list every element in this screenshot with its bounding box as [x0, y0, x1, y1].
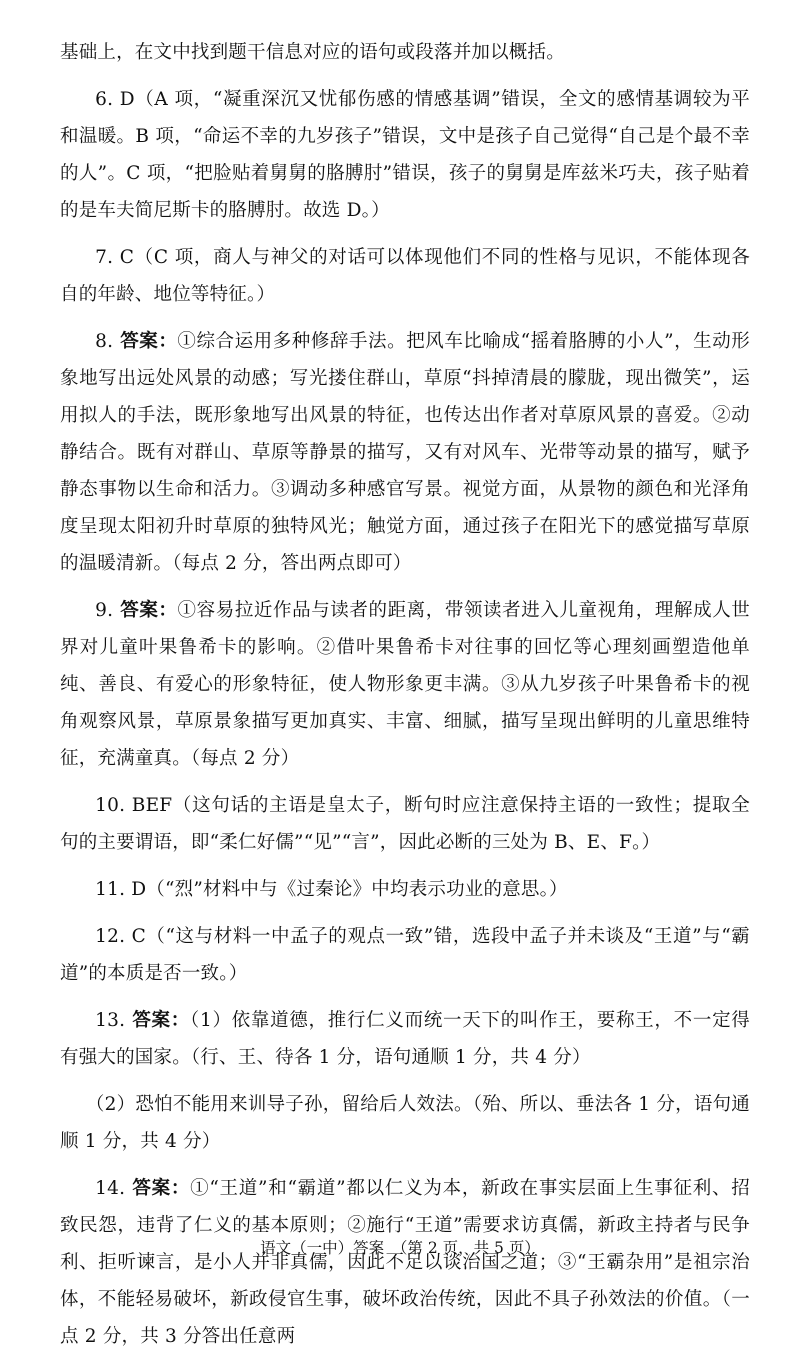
answer-text: D（A 项，“凝重深沉又忧郁伤感的情感基调”错误，全文的感情基调较为平和温暖。B 项，“命运不幸的九岁孩子”错误，文中是孩子自己觉得“自己是个最不幸的人”。C 项，“把脸贴着舅舅的胳膊肘”错误，孩子的舅舅是库兹米巧夫，孩子贴着的是车夫简尼斯卡的胳膊肘。故选 D。）: [60, 89, 750, 221]
answer-9: [60, 592, 750, 777]
answer-text: BEF（这句话的主语是皇太子，断句时应注意保持主语的一致性；提取全句的主要谓语，即“柔仁好儒”“见”“言”，因此必断的三处为 B、E、F。）: [60, 795, 750, 853]
answer-number: 6.: [95, 89, 114, 110]
answer-6: [60, 81, 750, 229]
answer-number: 12.: [95, 926, 126, 947]
answer-number: 9.: [95, 600, 114, 621]
answer-10: [60, 787, 750, 861]
answer-7: [60, 239, 750, 313]
answer-number: 10.: [95, 795, 126, 816]
answer-label: 答案：: [125, 1178, 191, 1199]
answer-text: ①综合运用多种修辞手法。把风车比喻成“摇着胳膊的小人”，生动形象地写出远处风景的动感；写光搂住群山，草原“抖掉清晨的朦胧，现出微笑”，运用拟人的手法，既形象地写出风景的特征，也传达出作者对草原风景的喜爱。②动静结合。既有对群山、草原等静景的描写，又有对风车、光带等动景的描写，赋予静态事物以生命和活力。③调动多种感官写景。视觉方面，从景物的颜色和光泽角度呈现太阳初升时草原的独特风光；触觉方面，通过孩子在阳光下的感觉描写草原的温暖清新。（每点 2 分，答出两点即可）: [60, 331, 750, 574]
answer-number: 11.: [95, 879, 126, 900]
answer-label: 答案：: [125, 1010, 190, 1031]
answer-11: [60, 871, 750, 908]
answer-label: 答案：: [113, 331, 178, 352]
answer-text: C（C 项，商人与神父的对话可以体现他们不同的性格与见识，不能体现各自的年龄、地位等特征。）: [60, 247, 750, 305]
answer-13-part-1: [60, 1002, 750, 1076]
answer-label: 答案：: [113, 600, 178, 621]
answer-13-part-2: [60, 1086, 750, 1160]
answer-number: 13.: [95, 1010, 126, 1031]
answer-12: [60, 918, 750, 992]
answer-text: （1）依靠道德，推行仁义而统一天下的叫作王，要称王，不一定得有强大的国家。（行、王、待各 1 分，语句通顺 1 分，共 4 分）: [60, 1010, 750, 1068]
answer-text: C（“这与材料一中孟子的观点一致”错，选段中孟子并未谈及“王道”与“霸道”的本质是否一致。）: [60, 926, 750, 984]
answer-14: [60, 1170, 750, 1355]
answer-8: [60, 323, 750, 582]
answer-number: 8.: [95, 331, 114, 352]
answer-text: ①“王道”和“霸道”都以仁义为本，新政在事实层面上生事征利、招致民怨，违背了仁义的基本原则；②施行“王道”需要求访真儒，新政主持者与民争利、拒听谏言，是小人并非真儒，因此不足以谈治国之道；③“王霸杂用”是祖宗治体，不能轻易破坏，新政侵官生事，破坏政治传统，因此不具子孙效法的价值。（一点 2 分，共 3 分答出任意两: [60, 1178, 750, 1347]
answer-number: 7.: [95, 247, 114, 268]
answer-page: [60, 34, 750, 1365]
continuation-paragraph: 基础上，在文中找到题干信息对应的语句或段落并加以概括。: [60, 42, 565, 63]
page-footer: 语文（一中）答案 （第 2 页，共 5 页）: [260, 1239, 540, 1257]
answer-number: 14.: [95, 1178, 126, 1199]
answer-text: ①容易拉近作品与读者的距离，带领读者进入儿童视角，理解成人世界对儿童叶果鲁希卡的影响。②借叶果鲁希卡对往事的回忆等心理刻画塑造他单纯、善良、有爱心的形象特征，使人物形象更丰满。③从九岁孩子叶果鲁希卡的视角观察风景，草原景象描写更加真实、丰富、细腻，描写呈现出鲜明的儿童思维特征，充满童真。（每点 2 分）: [60, 600, 750, 769]
answer-text: （2）恐怕不能用来训导子孙，留给后人效法。（殆、所以、垂法各 1 分，语句通顺 1 分，共 4 分）: [60, 1094, 750, 1152]
answer-text: D（“烈”材料中与《过秦论》中均表示功业的意思。）: [125, 879, 568, 900]
